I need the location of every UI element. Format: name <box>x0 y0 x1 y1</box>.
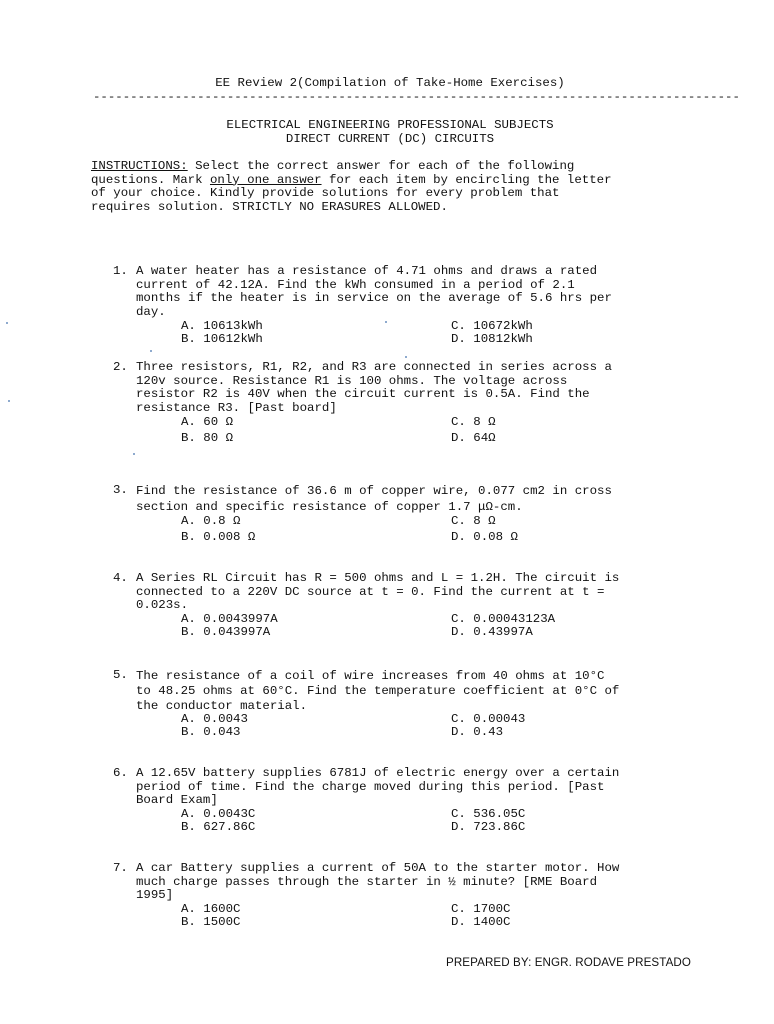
choice-d[interactable]: D. 0.43 <box>451 725 504 739</box>
choice-d[interactable]: D. 0.43997A <box>451 625 533 639</box>
choice-c[interactable]: C. 0.00043 <box>451 712 526 726</box>
question-number: 6. <box>113 766 128 780</box>
instructions-text-2: for each item by encircling the letter of your choice. Kindly provide solutions for every problem that requires solution. STRICTLY NO ERASURES ALLOWED. <box>91 172 612 214</box>
choice-d[interactable]: D. 64Ω <box>451 431 496 445</box>
choice-a[interactable]: A. 10613kWh <box>181 319 263 333</box>
choice-b[interactable]: B. 0.008 Ω <box>181 530 256 544</box>
topic-heading: DIRECT CURRENT (DC) CIRCUITS <box>285 132 495 146</box>
choice-a[interactable]: A. 1600C <box>181 902 241 916</box>
question-text: A Series RL Circuit has R = 500 ohms and L = 1.2H. The circuit is connected to a 220V DC source at t = 0. Find the current at t = 0.023s. <box>136 571 620 613</box>
choice-b[interactable]: B. 1500C <box>181 915 241 929</box>
choice-d[interactable]: D. 0.08 Ω <box>451 530 518 544</box>
choice-c[interactable]: C. 0.00043123A <box>451 612 556 626</box>
choice-d[interactable]: D. 1400C <box>451 915 511 929</box>
choice-b[interactable]: B. 627.86C <box>181 820 256 834</box>
choice-b[interactable]: B. 0.043 <box>181 725 241 739</box>
choice-c[interactable]: C. 8 Ω <box>451 415 496 429</box>
document-title: EE Review 2(Compilation of Take-Home Exercises) <box>215 76 565 90</box>
prepared-by-footer: PREPARED BY: ENGR. RODAVE PRESTADO <box>446 956 691 969</box>
question-text: A water heater has a resistance of 4.71 ohms and draws a rated current of 42.12A. Find the kWh consumed in a period of 2.1 months if the heater is in service on the average of 5.6 hrs per day. <box>136 264 612 319</box>
instructions-text-1: Select the correct answer for each of the following questions. Mark <box>91 159 575 187</box>
question-text: A 12.65V battery supplies 6781J of electric energy over a certain period of time. Find the charge moved during this period. [Past Board Exam] <box>136 766 620 808</box>
scan-speck <box>6 322 8 324</box>
choice-a[interactable]: A. 60 Ω <box>181 415 234 429</box>
scan-speck <box>133 453 135 455</box>
choice-c[interactable]: C. 10672kWh <box>451 319 533 333</box>
choice-a[interactable]: A. 0.8 Ω <box>181 514 241 528</box>
question-text: The resistance of a coil of wire increases from 40 ohms at 10°C to 48.25 ohms at 60°C. Find the temperature coefficient at 0°C of the conductor material. <box>136 669 620 713</box>
choice-b[interactable]: B. 10612kWh <box>181 332 263 346</box>
question-number: 4. <box>113 571 128 585</box>
scan-speck <box>405 356 407 358</box>
question-number: 7. <box>113 861 128 875</box>
instructions-block <box>91 160 651 214</box>
choice-a[interactable]: A. 0.0043 <box>181 712 248 726</box>
choice-a[interactable]: A. 0.0043997A <box>181 612 278 626</box>
question-number: 2. <box>113 360 128 374</box>
scan-speck <box>385 321 387 323</box>
choice-b[interactable]: B. 80 Ω <box>181 431 234 445</box>
scan-speck <box>8 400 10 402</box>
question-text: A car Battery supplies a current of 50A to the starter motor. How much charge passes through the starter in ½ minute? [RME Board 1995] <box>136 861 620 903</box>
question-text: Find the resistance of 36.6 m of copper wire, 0.077 cm2 in cross section and specific resistance of copper 1.7 μΩ-cm. <box>136 484 612 514</box>
choice-d[interactable]: D. 723.86C <box>451 820 526 834</box>
choice-d[interactable]: D. 10812kWh <box>451 332 533 346</box>
question-number: 3. <box>113 483 128 497</box>
header-divider: --------------------------------------------------------------------------------------- <box>93 90 740 104</box>
question-number: 1. <box>113 264 128 278</box>
choice-c[interactable]: C. 1700C <box>451 902 511 916</box>
instructions-label: INSTRUCTIONS: <box>91 159 188 173</box>
scan-speck <box>150 350 152 352</box>
instructions-emphasis: only one answer <box>209 172 322 187</box>
choice-b[interactable]: B. 0.043997A <box>181 625 271 639</box>
question-text: Three resistors, R1, R2, and R3 are connected in series across a 120v source. Resistance R1 is 100 ohms. The voltage across resistor R2 is 40V when the circuit current is 0.5A. Find the resistance R3. [Past board] <box>136 360 612 415</box>
subject-heading: ELECTRICAL ENGINEERING PROFESSIONAL SUBJECTS <box>226 118 554 132</box>
choice-c[interactable]: C. 8 Ω <box>451 514 496 528</box>
choice-a[interactable]: A. 0.0043C <box>181 807 256 821</box>
choice-c[interactable]: C. 536.05C <box>451 807 526 821</box>
question-number: 5. <box>113 668 128 682</box>
